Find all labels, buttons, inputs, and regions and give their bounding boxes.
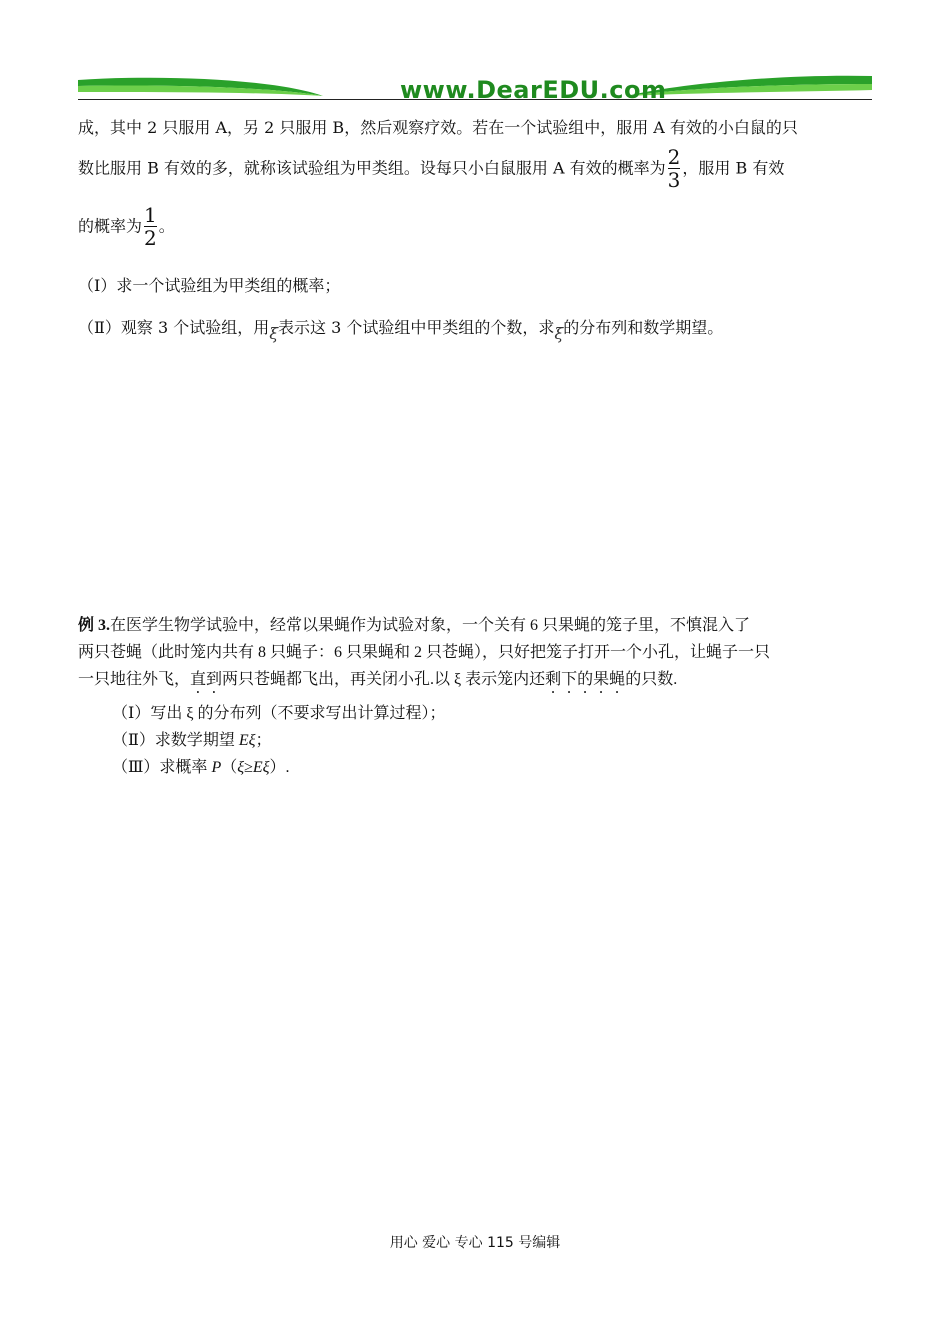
emphasis-dotted: 剩下的果蝇: [545, 671, 626, 688]
problem-line-3-text-a: 的概率为: [78, 216, 143, 236]
fraction-two-thirds: [668, 146, 681, 191]
xi-variable: ξ: [554, 324, 564, 343]
example3-line-3-text-a: 一只地往外飞，: [78, 671, 191, 688]
example3-line-1: [78, 616, 750, 636]
fraction-numerator: 1: [144, 203, 157, 227]
fraction-one-half: [144, 204, 157, 249]
header-rule: [78, 99, 872, 100]
site-header: [78, 66, 872, 106]
problem-line-3-text-b: 。: [158, 216, 175, 236]
problem-line-2-text-b: ，服用 B 有效: [682, 158, 785, 178]
problem-line-2: [78, 146, 784, 196]
problem-line-3: [78, 204, 175, 254]
q2-text-c: ；: [255, 732, 272, 749]
question-2-text-c: 的分布列和数学期望。: [563, 318, 724, 337]
example3-question-2: [112, 731, 272, 751]
emphasis-dotted: 直到: [190, 671, 223, 688]
example3-line-2: 两只苍蝇（此时笼内共有 8 只蝇子：6 只果蝇和 2 只苍蝇），只好把笼子打开一个小孔，让蝇子一只: [78, 644, 771, 661]
page-footer: 用心 爱心 专心 115 号编辑: [389, 1235, 561, 1251]
expectation-symbol: Eξ: [238, 732, 256, 749]
example3-line-3-text-b: 两只苍蝇都飞出，再关闭小孔.以 ξ 表示笼内还: [222, 671, 546, 688]
problem-line-1: 成，其中 2 只服用 A，另 2 只服用 B，然后观察疗效。若在一个试验组中，服用 A 有效的小白鼠的只: [78, 118, 798, 137]
problem-question-1: （Ⅰ）求一个试验组为甲类组的概率；: [78, 276, 341, 295]
xi-symbol: ξ: [237, 759, 245, 776]
fraction-denominator: 3: [667, 168, 681, 192]
q2-text-a: （Ⅱ）求数学期望: [112, 732, 239, 749]
q3-text-a: （Ⅲ）求概率: [112, 759, 212, 776]
problem-line-2-text-a: 数比服用 B 有效的多，就称该试验组为甲类组。设每只小白鼠服用 A 有效的概率为: [78, 158, 666, 178]
probability-symbol: P: [211, 759, 222, 776]
example3-line-3-text-c: 的只数.: [625, 671, 678, 688]
q3-text-c: （: [221, 759, 238, 776]
xi-variable: ξ: [269, 324, 279, 343]
example-label: 例 3.: [78, 617, 111, 634]
example3-line-1-text: 在医学生物学试验中，经常以果蝇作为试验对象，一个关有 6 只果蝇的笼子里，不慎混入了: [110, 617, 751, 634]
problem-question-2: [78, 318, 724, 343]
fraction-numerator: 2: [667, 145, 681, 169]
site-logo-text: www.DearEDU.com: [400, 76, 667, 104]
expectation-symbol: Eξ: [252, 759, 270, 776]
example3-question-1: （Ⅰ）写出 ξ 的分布列（不要求写出计算过程）；: [112, 705, 446, 722]
q3-text-g: ）.: [269, 759, 290, 776]
fraction-denominator: 2: [144, 226, 157, 250]
question-2-text-a: （Ⅱ）观察 3 个试验组，用: [78, 318, 270, 337]
question-2-text-b: 表示这 3 个试验组中甲类组的个数，求: [278, 318, 555, 337]
example3-line-3: [78, 670, 677, 697]
example3-question-3: [112, 758, 290, 778]
ge-symbol: ≥: [244, 759, 253, 776]
